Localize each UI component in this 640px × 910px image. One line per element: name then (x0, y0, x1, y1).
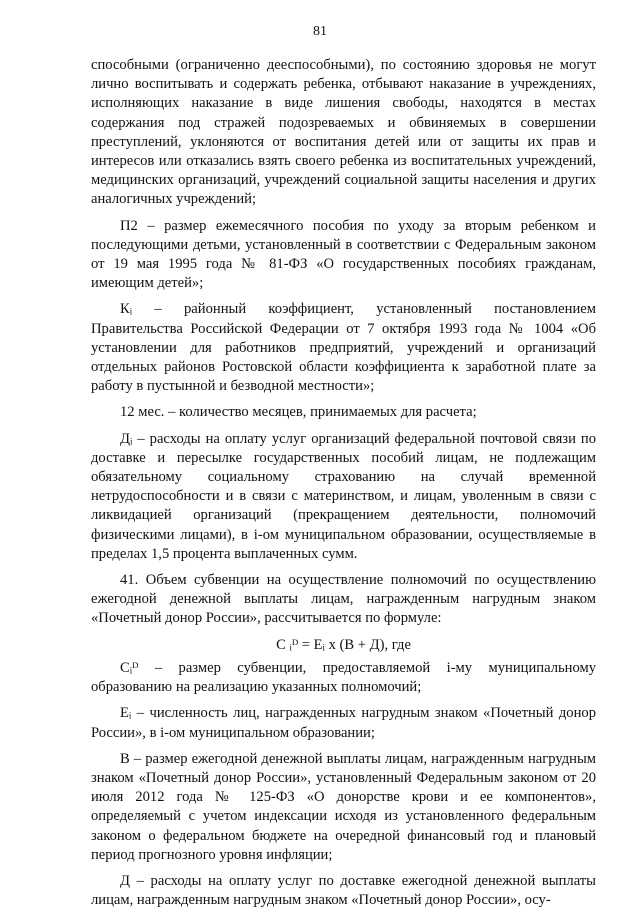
paragraph-ei-definition: Еᵢ – численность лиц, награжденных нагрудным знаком «Почетный донор России», в i-ом муниципальном образовании; (91, 705, 596, 741)
paragraph-v-definition: В – размер ежегодной денежной выплаты лицам, награжденным нагрудным знаком «Почетный донор России», установленный Федеральным законом от 20 июля 2012 года № 125-ФЗ «О донорстве крови и ее компонентов», определяемый с учетом индексации исходя из установленного федеральным законом о федеральном бюджете на очередной финансовый год и плановый период прогнозного уровня инфляции; (91, 750, 596, 863)
paragraph-continuation: способными (ограниченно дееспособными), по состоянию здоровья не могут лично воспитывать и содержать ребенка, отбывают наказание в учреждениях, исполняющих наказание в виде лишения свободы, находятся в местах содержания под стражей подозреваемых и обвиняемых в совершении преступлений, уклоняются от воспитания детей или от защиты их прав и интересов или отказались взять своего ребенка из воспитательных учреждений, медицинских организаций, учреждений социальной защиты населения и других аналогичных учреждений; (91, 57, 596, 208)
formula: С ᵢᴰ = Еᵢ х (В + Д), где (276, 636, 411, 653)
body-text (91, 56, 596, 910)
paragraph-ki-definition: Кᵢ – районный коэффициент, установленный постановлением Правительства Российской Федерации от 7 октября 1993 года № 1004 «Об установлении для работников предприятий, учреждений и организаций отдельных районов Ростовской области коэффициента к заработной плате за работу в пустынной и безводной местности»; (91, 301, 596, 395)
paragraph-item-41: 41. Объем субвенции на осуществление полномочий по осуществлению ежегодной денежной выплаты лицам, награжденным нагрудным знаком «Почетный донор России», рассчитывается по формуле: (91, 572, 596, 627)
paragraph-months-definition: 12 мес. – количество месяцев, принимаемых для расчета; (120, 404, 477, 421)
page-number: 81 (313, 24, 327, 39)
paragraph-d-definition: Д – расходы на оплату услуг по доставке ежегодной денежной выплаты лицам, награжденным нагрудным знаком «Почетный донор России», осу- (91, 872, 596, 909)
paragraph-di-definition: Дᵢ – расходы на оплату услуг организаций федеральной почтовой связи по доставке и пересылке государственных пособий лицам, не подлежащим обязательному социальному страхованию на случай временной нетрудоспособности и в связи с материнством, и лицам, уволенным в связи с ликвидацией организаций (прекращением деятельности, полномочий физическими лицами), в i-ом муниципальном образовании, осуществляемые в пределах 1,5 процента выплаченных сумм. (91, 430, 596, 562)
paragraph-ci-definition: Сᵢᴰ – размер субвенции, предоставляемой i-му муниципальному образованию на реализацию указанных полномочий; (91, 659, 596, 696)
paragraph-p2-definition: П2 – размер ежемесячного пособия по уходу за вторым ребенком и последующими детьми, установленный в соответствии с Федеральным законом от 19 мая 1995 года № 81-ФЗ «О государственных пособиях гражданам, имеющим детей»; (91, 217, 596, 292)
